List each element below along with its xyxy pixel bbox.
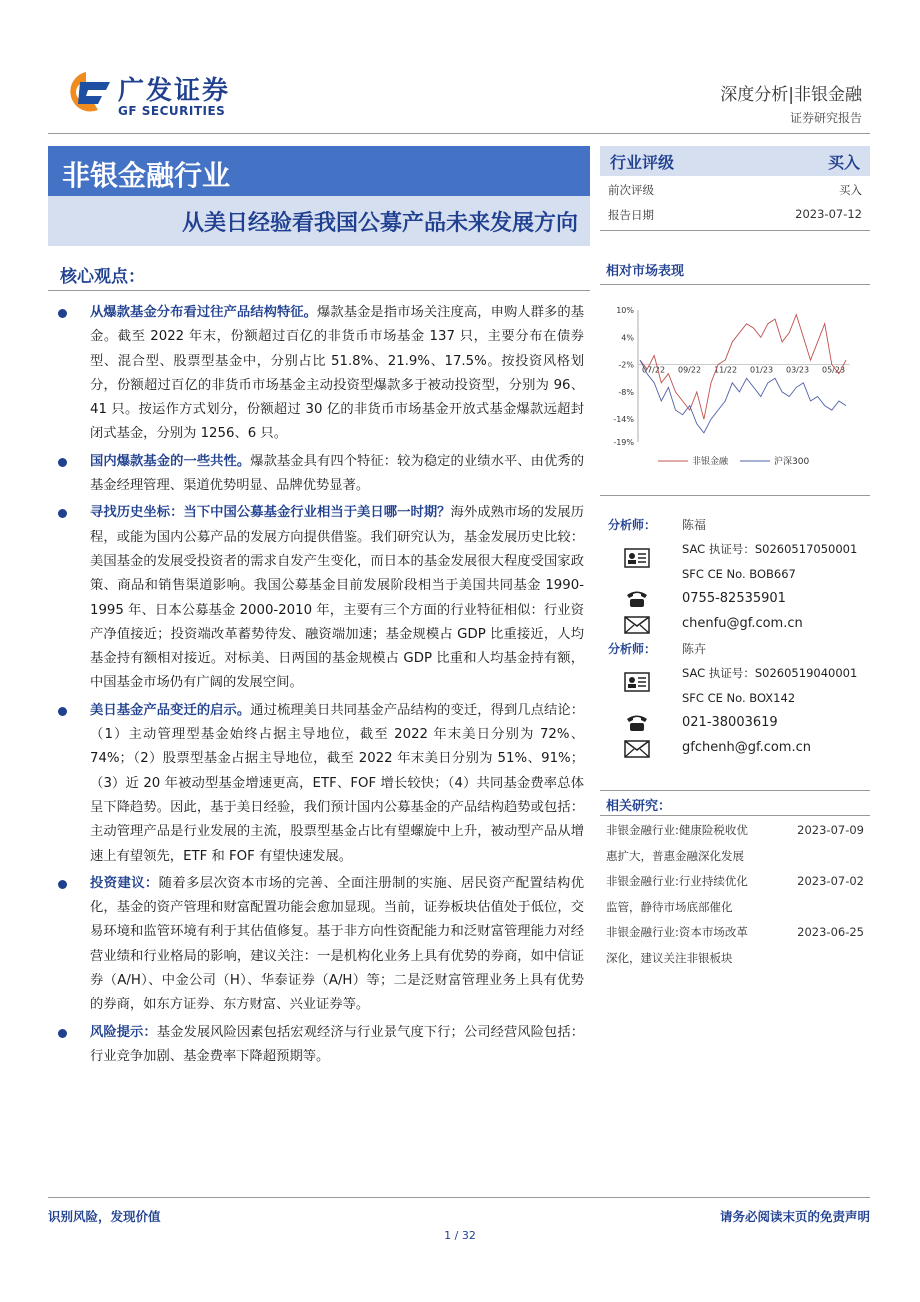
page-number: 1 / 32 [444, 1229, 476, 1242]
core-divider [48, 290, 590, 291]
core-bullet [58, 450, 584, 499]
bullet-lead: 寻找历史坐标：当下中国公募基金行业相当于美日哪一时期？ [90, 505, 451, 521]
related-date: 2023-06-25 [797, 925, 864, 939]
related-date: 2023-07-02 [797, 874, 864, 888]
related-date: 2023-07-09 [797, 823, 864, 837]
bullet-text: 爆款基金是指市场关注度高，申购人群多的基金。截至 2022 年末，份额超过百亿的非货币市场基金 137 只，主要分布在债券型、混合型、股票型基金中，分别占比 51.8%、21.9%、17.5%。按投资风格划分，份额超过百亿的非货币市场基金主动投资型爆款多于被动投资型，分别为 96、41 只。按运作方式划分，份额超过 30 亿的非货币市场基金开放式基金爆款远超封闭式基金，分别为 1256、6 只。 [90, 305, 585, 442]
report-type: 深度分析|非银金融 [720, 85, 862, 105]
analyst-phone: 0755-82535901 [682, 591, 786, 606]
related-divider [600, 815, 870, 816]
legend-label: 非银金融 [692, 457, 729, 467]
logo-english: GF SECURITIES [118, 104, 226, 118]
related-title-line1: 非银金融行业:健康险税收优 [606, 823, 748, 837]
prev-rating-value: 买入 [839, 183, 862, 197]
related-title-line1: 非银金融行业:资本市场改革 [606, 925, 748, 939]
related-item[interactable] [606, 868, 864, 920]
x-tick-label: 11/22 [714, 365, 738, 375]
related-heading: 相关研究： [606, 799, 672, 814]
bullet-text: 爆款基金具有四个特征：较为稳定的业绩水平、由优秀的基金经理管理、渠道优势明显、品牌优势显著。 [90, 453, 584, 494]
bullet-dot-icon [58, 458, 67, 467]
bullet-dot-icon [58, 880, 67, 889]
report-date-value: 2023-07-12 [795, 207, 862, 221]
analyst-label: 分析师： [608, 642, 657, 656]
bullet-dot-icon [58, 707, 67, 716]
y-tick-label: -14% [613, 415, 634, 425]
y-tick-label: 4% [621, 333, 634, 343]
x-tick-label: 01/23 [750, 365, 774, 375]
footer-divider [48, 1197, 870, 1198]
relative-performance-chart [600, 300, 870, 475]
headline-banner [48, 196, 590, 246]
analyst-sac: SAC 执证号：S0260517050001 [682, 542, 858, 556]
related-title-line2: 惠扩大，普惠金融深化发展 [606, 849, 744, 863]
prev-rating-label: 前次评级 [608, 183, 654, 197]
chart-divider [600, 495, 870, 496]
analyst-name: 陈福 [682, 518, 707, 532]
analyst-label: 分析师： [608, 518, 657, 532]
rating-header [600, 146, 870, 176]
series-line-1 [640, 360, 846, 433]
bullet-dot-icon [58, 509, 67, 518]
related-top-divider [600, 790, 870, 791]
rating-divider [600, 230, 870, 231]
market-divider [600, 284, 870, 285]
bullet-lead: 投资建议： [90, 875, 159, 891]
bullet-lead: 从爆款基金分布看过往产品结构特征。 [90, 305, 317, 320]
analyst-email[interactable]: gfchenh@gf.com.cn [682, 740, 811, 755]
legend-label: 沪深300 [774, 457, 810, 467]
industry-banner [48, 146, 590, 196]
email-icon [624, 615, 650, 635]
phone-icon [624, 589, 650, 609]
x-tick-label: 07/22 [642, 365, 666, 375]
email-icon [624, 739, 650, 759]
bullet-lead: 风险提示： [90, 1024, 157, 1040]
rating-label: 行业评级 [610, 153, 675, 172]
logo-text: 广发证券 [118, 76, 231, 106]
series-line-0 [640, 315, 846, 420]
bullet-text: 基金发展风险因素包括宏观经济与行业景气度下行；公司经营风险包括：行业竞争加剧、基金费率下降超预期等。 [90, 1024, 585, 1064]
id-card-icon [624, 548, 650, 568]
y-tick-label: -19% [613, 438, 634, 447]
analyst-name: 陈卉 [682, 642, 707, 656]
bullet-lead: 国内爆款基金的一些共性。 [90, 453, 251, 469]
core-bullet-list [58, 301, 584, 1072]
prev-rating-row [608, 182, 862, 198]
x-tick-label: 05/23 [822, 365, 846, 375]
x-tick-label: 09/22 [678, 365, 702, 375]
rating-value: 买入 [827, 153, 860, 172]
y-tick-label: -8% [618, 387, 634, 397]
related-title-line2: 监管，静待市场底部催化 [606, 900, 733, 914]
core-heading: 核心观点： [60, 267, 145, 287]
core-bullet [58, 301, 584, 447]
core-bullet [58, 699, 584, 869]
footer-slogan: 识别风险，发现价值 [48, 1209, 161, 1224]
analyst-email[interactable]: chenfu@gf.com.cn [682, 616, 803, 631]
id-card-icon [624, 672, 650, 692]
bullet-text: 海外成熟市场的发展历程，或能为国内公募产品的发展方向提供借鉴。我们研究认为，基金发展历史比较：美国基金的发展受投资者的需求自发产生变化，而日本的基金发展很大程度受国家政策、商品和销售渠道影响。我国公募基金目前发展阶段相当于美国共同基金 1990-1995 年、日本公募基金 2000-2010 年，主要有三个方面的行业特征相似：行业资产净值接近；投资端改革蓄势待发、融资端加速；基金规模占 GDP 比重接近，人均基金持有额相对接近。对标美、日两国的基金规模占 GDP 比重和人均基金持有额，中国基金市场仍有广阔的发展空间。 [90, 505, 585, 691]
related-item[interactable] [606, 817, 864, 869]
report-subtype: 证券研究报告 [789, 111, 862, 125]
related-title-line2: 深化，建议关注非银板块 [606, 951, 733, 965]
core-bullet [58, 1021, 584, 1070]
core-bullet [58, 872, 584, 1018]
footer-disclaimer: 请务必阅读末页的免责声明 [719, 1209, 870, 1224]
phone-icon [624, 713, 650, 733]
gf-logo-icon [58, 70, 114, 114]
analyst-sac: SAC 执证号：S0260519040001 [682, 666, 858, 680]
x-tick-label: 03/23 [786, 365, 810, 375]
bullet-lead: 美日基金产品变迁的启示。 [90, 702, 251, 718]
bullet-text: 随着多层次资本市场的完善、全面注册制的实施、居民资产配置结构优化，基金的资产管理和财富配置功能会愈加显现。当前，证券板块估值处于低位，交易环境和监管环境有利于其估值修复。基于非方向性资配能力和泛财富管理能力对经营业绩和行业格局的影响，建议关注：一是机构化业务上具有优势的券商，如中信证券（A/H）、中金公司（H）、华泰证券（A/H）等；二是泛财富管理业务上具有优势的券商，如东方证券、东方财富、兴业证券等。 [90, 875, 584, 1013]
y-tick-label: -2% [618, 360, 634, 370]
industry-title: 非银金融行业 [62, 159, 231, 192]
report-date-label: 报告日期 [608, 208, 654, 222]
analyst-sfc: SFC CE No. BOB667 [682, 567, 796, 581]
bullet-text: 通过梳理美日共同基金产品结构的变迁，得到几点结论：（1）主动管理型基金始终占据主导地位，截至 2022 年末美日分别为 72%、74%；（2）股票型基金占据主导地位，截至 2022 年末美日分别为 51%、91%；（3）近 20 年被动型基金增速更高，ETF、FOF 增长较快；（4）共同基金费率总体呈下降趋势。因此，基于美日经验，我们预计国内公募基金的产品结构趋势或包括：主动管理产品是行业发展的主流，股票型基金占比有望螺旋中上升，被动型产品从增速上有望领先，ETF 和 FOF 有望快速发展。 [90, 702, 584, 864]
header-divider [48, 133, 870, 134]
report-date-row [608, 207, 862, 223]
y-tick-label: 10% [616, 306, 634, 315]
bullet-dot-icon [58, 1029, 67, 1038]
analyst-sfc: SFC CE No. BOX142 [682, 691, 796, 705]
related-item[interactable] [606, 919, 864, 971]
report-headline: 从美日经验看我国公募产品未来发展方向 [181, 211, 578, 236]
core-bullet [58, 501, 584, 695]
bullet-dot-icon [58, 309, 67, 318]
related-title-line1: 非银金融行业:行业持续优化 [606, 874, 748, 888]
analyst-phone: 021-38003619 [682, 715, 778, 730]
market-heading: 相对市场表现 [606, 264, 685, 279]
